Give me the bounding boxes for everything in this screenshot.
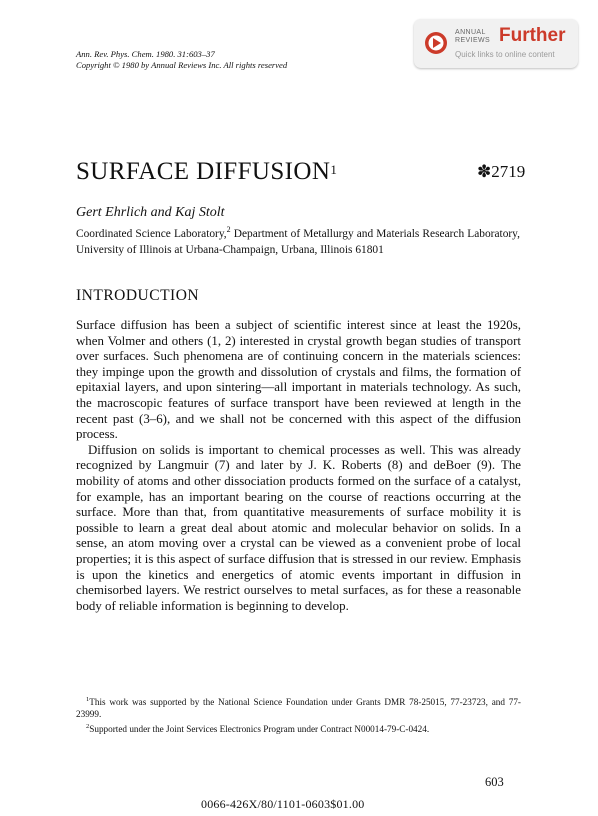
issn-line: 0066-426X/80/1101-0603$01.00 [201, 797, 365, 811]
footnote-text: Supported under the Joint Services Electronics Program under Contract N00014-79-C-0424. [89, 723, 430, 734]
article-title [76, 157, 337, 187]
affiliation-footnote-mark[interactable]: 2 [226, 225, 231, 234]
article-code: ✽2719 [477, 162, 526, 181]
footnote-text: This work was supported by the National Science Foundation under Grants DMR 78-25015, 77-23723, and 77-23999. [76, 697, 521, 720]
footnote-item [76, 721, 521, 735]
section-heading: INTRODUCTION [76, 287, 200, 304]
body-paragraph: Surface diffusion has been a subject of scientific interest since at least the 1920s, when Volmer and others (1, 2) interested in crystal growth began studies of transport over surfaces. Such phenomena are of continuing concern in the materials sciences: they impinge upon the growth and dissolution of crystals and films, the formation of epitaxial layers, and upon sintering—all important in materials technology. As such, the macroscopic features of surface transport have been reviewed at length in the recent past (3–6), and we shall not be concerned with this aspect of the diffusion process. [76, 318, 521, 442]
annual-reviews-logo-icon [424, 31, 448, 55]
footnote-mark: 2 [86, 722, 90, 730]
page-number: 603 [485, 775, 504, 789]
badge-further-label: Further [499, 25, 566, 46]
badge-reviews-label: REVIEWS [455, 37, 491, 44]
journal-citation-block [76, 49, 287, 71]
body-paragraph: Diffusion on solids is important to chemical processes as well. This was already recognized by Langmuir (7) and later by J. K. Roberts (8) and deBoer (9). The mobility of atoms and other dissociation products formed on the surface of a catalyst, for example, has an important bearing on the course of reactions occurring at the surface. More than that, from quantitative measurements of surface mobility it is possible to learn a great deal about atomic and molecular behavior on solids. In a sense, an atom moving over a crystal can be viewed as a convenient probe of local properties; it is this aspect of surface diffusion that is stressed in our review. Emphasis is upon the kinetics and energetics of atomic events important in diffusion in chemisorbed layers. We restrict ourselves to metal surfaces, as for these a reasonable body of reliable information is beginning to develop. [76, 442, 521, 613]
article-body [76, 318, 521, 614]
author-affiliation [76, 222, 520, 258]
further-links-badge[interactable] [414, 19, 578, 68]
article-authors: Gert Ehrlich and Kaj Stolt [76, 205, 225, 220]
article-title-text: SURFACE DIFFUSION [76, 158, 331, 185]
badge-annual-label: ANNUAL [455, 29, 486, 36]
copyright-notice: Copyright © 1980 by Annual Reviews Inc. All rights reserved [76, 60, 288, 70]
affiliation-rest: Department of Metallurgy and Materials Research Laboratory, University of Illinois at Urbana-Champaign, Urbana, Illinois 61801 [76, 227, 520, 256]
footnote-item [76, 694, 521, 721]
footnotes [76, 694, 521, 735]
footnote-mark: 1 [86, 696, 90, 703]
title-footnote-mark[interactable]: 1 [330, 162, 337, 177]
journal-citation: Ann. Rev. Phys. Chem. 1980. 31:603–37 [76, 49, 215, 59]
badge-tagline: Quick links to online content [455, 50, 555, 59]
affiliation-start: Coordinated Science Laboratory, [76, 227, 227, 240]
